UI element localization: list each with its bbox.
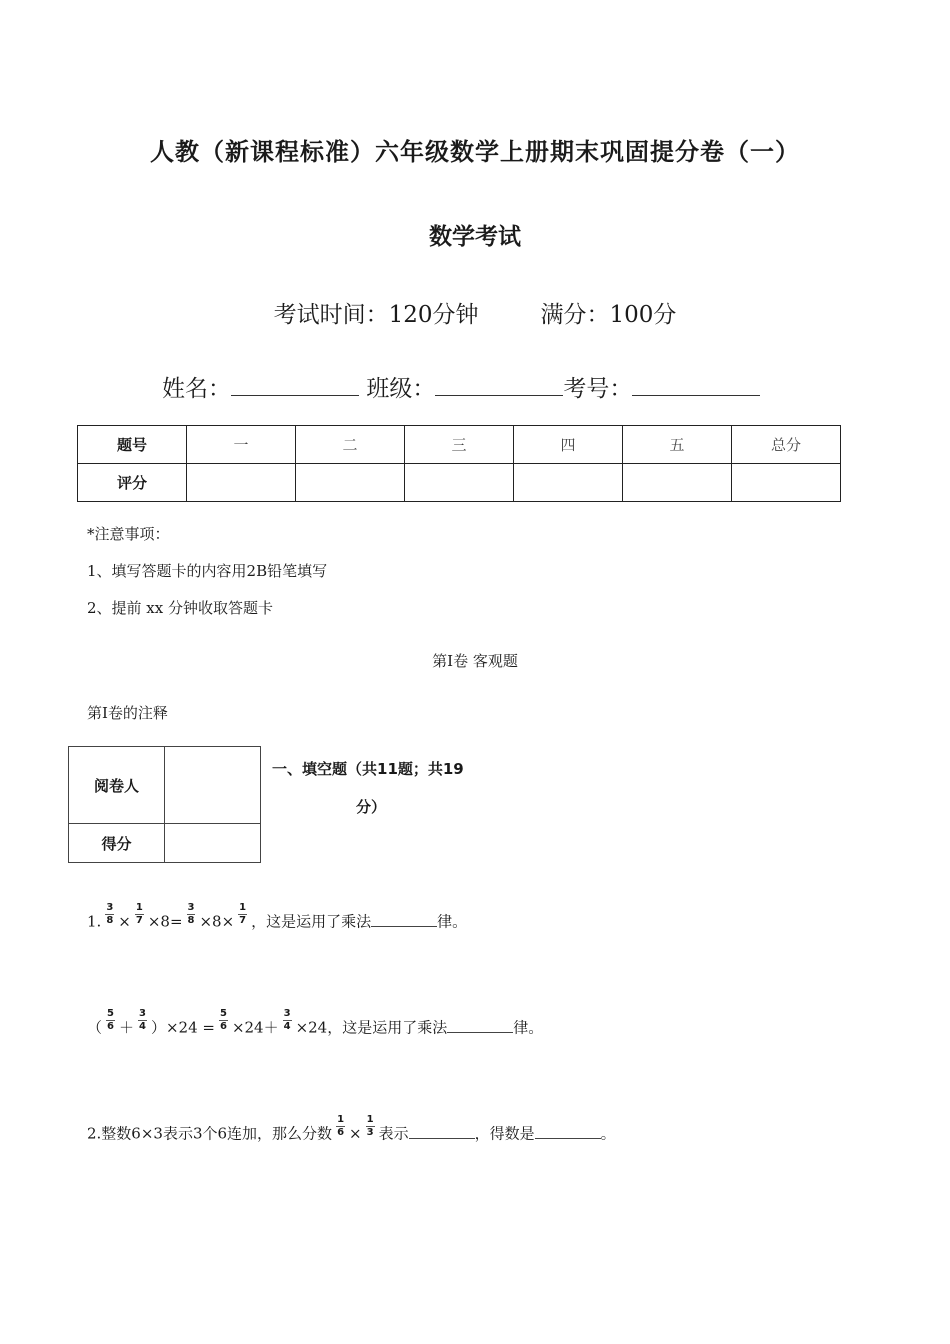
answer-blank[interactable] (371, 912, 437, 927)
section-heading (272, 750, 492, 826)
answer-blank[interactable] (535, 1124, 601, 1139)
question-1b: （ $\frac{5}{6}$ ＋ $\frac{3}{4}$ ）×24 = $\frac{5}{6}$ ×24＋ $\frac{3}{4}$ ×24，这是运用了乘法 律。 (87, 1008, 544, 1037)
section-heading-line1: 一、填空题（共11题；共19 (272, 760, 464, 778)
name-label: 姓名： (162, 376, 231, 402)
id-label: 考号： (563, 376, 633, 402)
question-number: 1. (87, 912, 102, 931)
score-cell[interactable] (732, 464, 841, 502)
score-header-cell: 四 (514, 426, 623, 464)
id-field[interactable] (632, 373, 760, 396)
fraction: $\frac{5}{6}$ (219, 1008, 227, 1032)
score-cell[interactable] (405, 464, 514, 502)
exam-title: 人教（新课程标准）六年级数学上册期末巩固提分卷（一） (150, 138, 800, 166)
fraction: $\frac{1}{3}$ (366, 1114, 374, 1138)
score-value-row (78, 464, 841, 502)
score-cell[interactable] (187, 464, 296, 502)
question-1a: 1. $\frac{3}{8}$ × $\frac{1}{7}$ ×8= $\frac{3}{8}$ ×8× $\frac{1}{7}$ ，这是运用了乘法 律。 (87, 902, 468, 931)
full-score: 满分：100分 (540, 302, 677, 328)
fraction: $\frac{1}{7}$ (239, 902, 247, 926)
fraction: $\frac{3}{8}$ (187, 902, 195, 926)
question-2: 2.整数6×3表示3个6连加，那么分数 $\frac{1}{6}$ × $\frac{1}{3}$ 表示 ，得数是 。 (87, 1114, 616, 1143)
score-header-cell: 三 (405, 426, 514, 464)
answer-blank[interactable] (409, 1124, 475, 1139)
score-row-label: 评分 (78, 464, 187, 502)
grader-score-label: 得分 (69, 824, 165, 863)
name-field[interactable] (231, 373, 359, 396)
score-header-cell: 二 (296, 426, 405, 464)
class-field[interactable] (435, 373, 563, 396)
class-label: 班级： (366, 376, 436, 402)
fraction: $\frac{5}{6}$ (107, 1008, 114, 1032)
score-header-cell: 一 (187, 426, 296, 464)
score-header-cell: 总分 (732, 426, 841, 464)
section-heading-line2: 分） (356, 798, 387, 816)
exam-subtitle: 数学考试 (429, 224, 521, 250)
exam-meta (0, 296, 950, 329)
notes-heading: *注意事项： (87, 525, 170, 543)
part-note: 第Ⅰ卷的注释 (87, 704, 168, 722)
score-header-cell: 题号 (78, 426, 187, 464)
score-cell[interactable] (514, 464, 623, 502)
answer-blank[interactable] (447, 1018, 513, 1033)
fraction: $\frac{3}{8}$ (106, 902, 114, 926)
fraction: $\frac{3}{4}$ (283, 1008, 291, 1032)
note-item: 1、填写答题卡的内容用2B铅笔填写 (87, 562, 328, 580)
grader-table (68, 746, 261, 863)
reviewer-label: 阅卷人 (69, 747, 165, 824)
exam-time: 考试时间：120分钟 (273, 302, 479, 328)
score-cell[interactable] (296, 464, 405, 502)
fraction: $\frac{1}{7}$ (135, 902, 143, 926)
score-header-row (78, 426, 841, 464)
student-info (162, 370, 760, 403)
score-table (77, 425, 841, 502)
fraction: $\frac{1}{6}$ (337, 1114, 345, 1138)
part-title: 第Ⅰ卷 客观题 (432, 652, 518, 670)
note-item: 2、提前 xx 分钟收取答题卡 (87, 599, 273, 617)
fraction: $\frac{3}{4}$ (139, 1008, 146, 1032)
reviewer-field[interactable] (165, 747, 261, 824)
grader-score-field[interactable] (165, 824, 261, 863)
score-header-cell: 五 (623, 426, 732, 464)
score-cell[interactable] (623, 464, 732, 502)
